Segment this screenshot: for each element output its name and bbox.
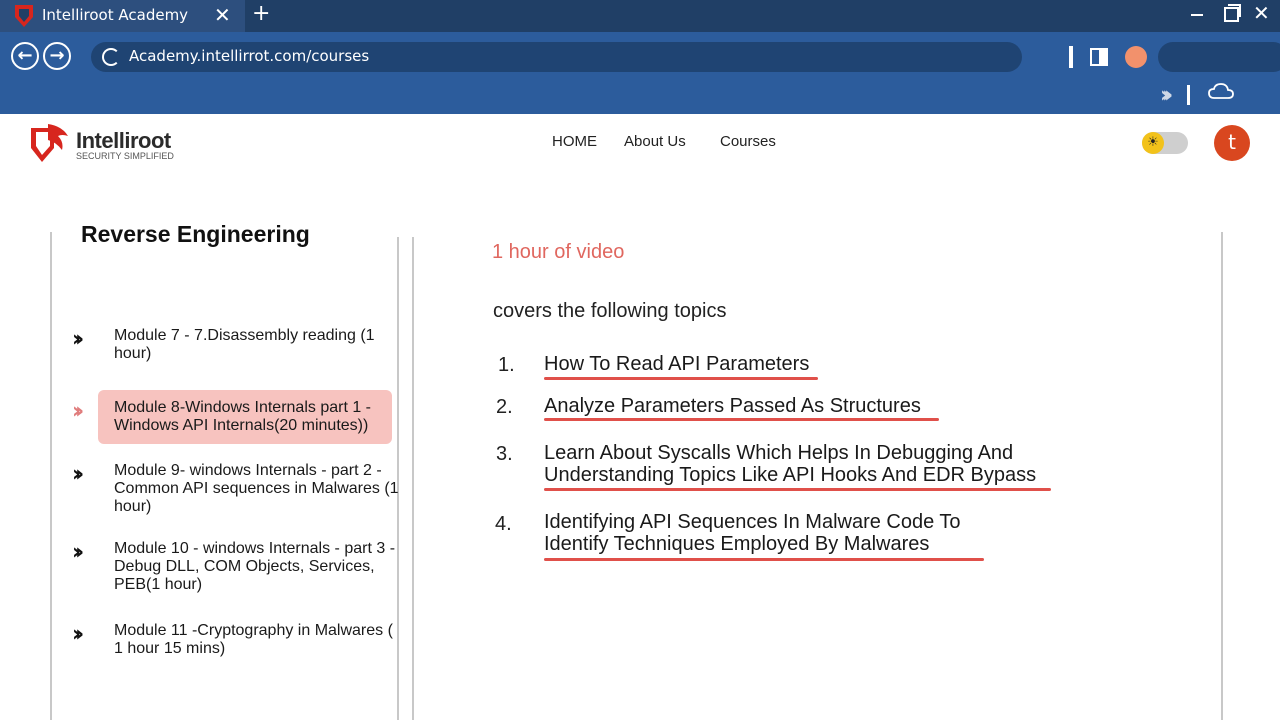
site-header: [0, 114, 1280, 184]
topic-underline: [544, 558, 984, 561]
topic-number: 3.: [496, 443, 513, 465]
logo-text[interactable]: Intelliroot: [76, 128, 171, 153]
nav-about-us[interactable]: About Us: [624, 133, 686, 150]
topic-underline: [544, 418, 939, 421]
double-chevron-icon: ››: [72, 327, 79, 352]
module-label[interactable]: Module 9- windows Internals - part 2 - Common API sequences in Malwares (1 hour): [114, 462, 399, 515]
right-border: [1221, 232, 1223, 720]
toolbar-divider-2: [1187, 85, 1190, 105]
nav-home[interactable]: HOME: [552, 133, 597, 150]
back-arrow-icon[interactable]: ←: [11, 42, 39, 70]
intelliroot-logo-icon[interactable]: [28, 122, 72, 170]
module-label[interactable]: Module 10 - windows Internals - part 3 - Debug DLL, COM Objects, Services, PEB(1 hour): [114, 540, 396, 593]
module-label[interactable]: Module 8-Windows Internals part 1 - Windows API Internals(20 minutes)): [114, 399, 371, 434]
browser-nav-bar: [0, 32, 1280, 114]
module-label[interactable]: Module 7 - 7.Disassembly reading (1 hour): [114, 327, 375, 362]
url-text[interactable]: Academy.intellirrot.com/courses: [129, 47, 370, 65]
course-title: Reverse Engineering: [81, 221, 310, 247]
left-border: [50, 232, 52, 720]
double-chevron-icon: ››: [72, 462, 79, 487]
minimize-icon[interactable]: [1191, 14, 1203, 16]
cloud-icon[interactable]: [1208, 82, 1234, 104]
double-chevron-icon[interactable]: ›››: [1160, 83, 1167, 108]
reload-icon[interactable]: [102, 48, 120, 66]
toolbar-divider: [1069, 46, 1073, 68]
topic-number: 2.: [496, 396, 513, 418]
avatar[interactable]: t: [1214, 125, 1250, 161]
browser-tab-bar: [0, 0, 1280, 32]
tab-title: Intelliroot Academy: [42, 6, 189, 24]
window-close-icon[interactable]: ✕: [1253, 1, 1270, 25]
topic-underline: [544, 377, 818, 380]
topic-number: 4.: [495, 513, 512, 535]
address-bar[interactable]: [91, 42, 1022, 72]
module-label[interactable]: Module 11 -Cryptography in Malwares ( 1 hour 15 mins): [114, 622, 393, 657]
sun-icon: ☀: [1142, 132, 1164, 154]
topic-item: Analyze Parameters Passed As Structures: [544, 395, 921, 417]
profile-pill[interactable]: [1158, 42, 1280, 72]
tab-close-icon[interactable]: ✕: [214, 3, 231, 27]
double-chevron-icon: ››: [72, 399, 79, 424]
sidebar-toggle-icon[interactable]: [1090, 48, 1108, 66]
new-tab-icon[interactable]: +: [252, 1, 271, 26]
video-duration: 1 hour of video: [492, 241, 625, 263]
profile-dot-icon[interactable]: [1125, 46, 1147, 68]
topic-underline: [544, 488, 1051, 491]
nav-courses[interactable]: Courses: [720, 133, 776, 150]
logo-tagline: SECURITY SIMPLIFIED: [76, 151, 174, 161]
restore-icon[interactable]: [1224, 7, 1239, 22]
content-divider: [412, 237, 414, 720]
topic-item: Identifying API Sequences In Malware Code To Identify Techniques Employed By Malwares: [544, 511, 961, 555]
site-favicon-icon: [13, 3, 35, 33]
topic-number: 1.: [498, 354, 515, 376]
topic-item: How To Read API Parameters: [544, 353, 810, 375]
double-chevron-icon: ››: [72, 540, 79, 565]
double-chevron-icon: ››: [72, 622, 79, 647]
forward-arrow-icon[interactable]: →: [43, 42, 71, 70]
browser-tab[interactable]: [0, 0, 245, 32]
theme-toggle[interactable]: [1142, 132, 1188, 154]
covers-heading: covers the following topics: [493, 300, 727, 322]
topic-item: Learn About Syscalls Which Helps In Debugging And Understanding Topics Like API Hooks And EDR Bypass: [544, 442, 1037, 486]
